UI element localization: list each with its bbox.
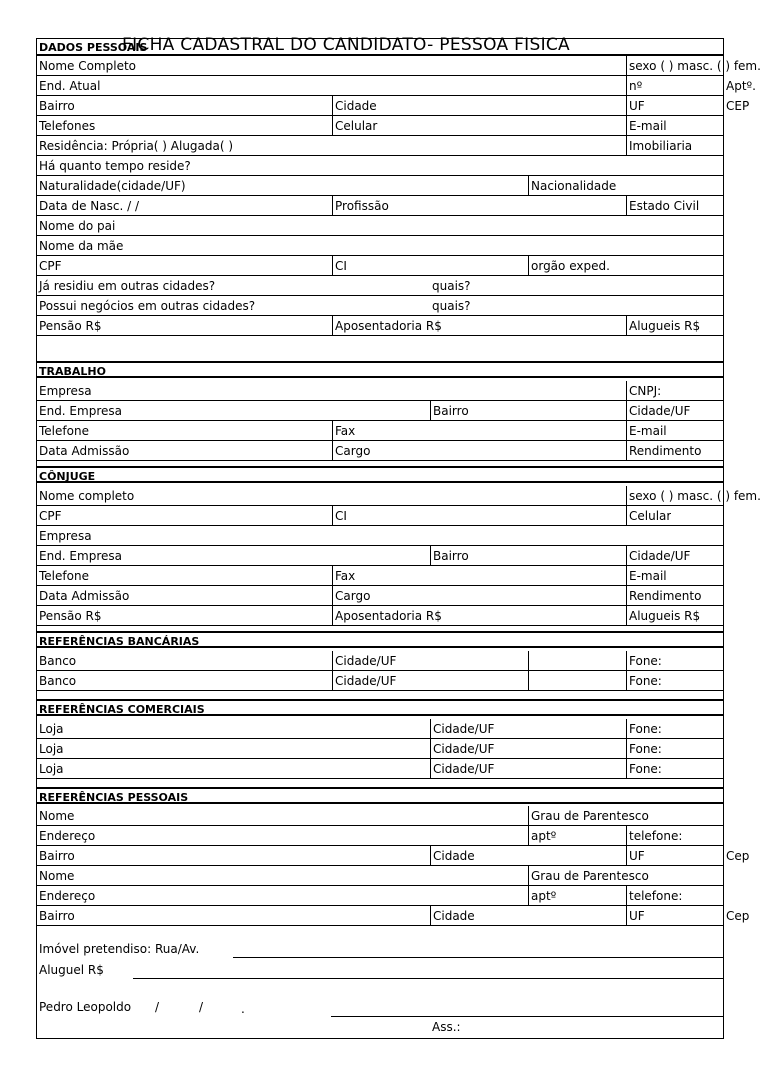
- form-row: [37, 739, 723, 759]
- form-row: [37, 806, 723, 826]
- field-label: Endereço: [39, 889, 96, 903]
- form-title: FICHA CADASTRAL DO CANDIDATO- PESSOA FISICA: [122, 35, 570, 55]
- field-label: Cidade: [433, 909, 475, 923]
- conjuge-data-admissao-field[interactable]: [37, 586, 332, 605]
- cep-field[interactable]: [723, 96, 749, 115]
- field-label: CI: [335, 259, 347, 273]
- field-label: Empresa: [39, 384, 92, 398]
- ref-endereco-field[interactable]: [37, 826, 528, 845]
- conjuge-telefone-field[interactable]: [37, 566, 332, 585]
- field-label: CPF: [39, 259, 62, 273]
- field-label: E-mail: [629, 569, 667, 583]
- date-slash: /: [199, 1000, 204, 1014]
- field-label: Alugueis R$: [629, 319, 701, 333]
- field-label: Cidade/UF: [629, 404, 691, 418]
- conjuge-cpf-field[interactable]: [37, 506, 332, 525]
- form-row: [37, 276, 723, 296]
- section-heading: CÔNJUGE: [39, 470, 96, 483]
- field-label: E-mail: [629, 119, 667, 133]
- quais-field[interactable]: [430, 276, 471, 295]
- field-label: E-mail: [629, 424, 667, 438]
- email-field[interactable]: [626, 421, 667, 440]
- form-row: [37, 759, 723, 779]
- section-ref-comerciais: [37, 699, 723, 716]
- naturalidade-field[interactable]: [37, 176, 528, 195]
- form-row: [37, 566, 723, 586]
- field-label: Nome Completo: [39, 59, 136, 73]
- bairro-field[interactable]: [430, 401, 626, 420]
- form-row: [37, 76, 756, 96]
- field-label: Nome completo: [39, 489, 135, 503]
- quais-field[interactable]: [430, 296, 471, 315]
- nacionalidade-field[interactable]: [528, 176, 616, 195]
- data-nasc-field[interactable]: [37, 196, 332, 215]
- celular-field[interactable]: [332, 116, 626, 135]
- form-row: [37, 441, 723, 461]
- ref-bairro-field[interactable]: [37, 906, 430, 925]
- form-row: [37, 651, 723, 671]
- date-slash: /: [155, 1000, 160, 1014]
- form-row: [37, 136, 723, 156]
- banco-field[interactable]: [37, 651, 332, 670]
- conjuge-sexo-field[interactable]: [626, 486, 761, 505]
- field-label: CNPJ:: [629, 384, 662, 398]
- field-label: Endereço: [39, 829, 96, 843]
- field-label: Data de Nasc. / /: [39, 199, 139, 213]
- cidade-uf-field[interactable]: [626, 401, 690, 420]
- uf-field[interactable]: [626, 96, 723, 115]
- fax-field[interactable]: [332, 421, 626, 440]
- loja-fone-field[interactable]: [626, 759, 662, 778]
- conjuge-nome-field[interactable]: [37, 486, 626, 505]
- signature-line[interactable]: [331, 1016, 723, 1017]
- section-heading: REFERÊNCIAS BANCÁRIAS: [39, 635, 200, 648]
- field-label: Fax: [335, 424, 356, 438]
- field-label: Nacionalidade: [531, 179, 617, 193]
- aposentadoria-field[interactable]: [332, 316, 626, 335]
- field-label: Cidade/UF: [335, 674, 397, 688]
- conjuge-aposentadoria-field[interactable]: [332, 606, 626, 625]
- field-label: Nome: [39, 869, 75, 883]
- field-label: Aposentadoria R$: [335, 319, 442, 333]
- form-row: [37, 586, 723, 606]
- field-label: Alugueis R$: [629, 609, 701, 623]
- section-heading: DADOS PESSOAIS: [39, 41, 148, 54]
- field-label: Fone:: [629, 722, 662, 736]
- numero-field[interactable]: [626, 76, 723, 95]
- field-label: Cidade/UF: [433, 762, 495, 776]
- imovel-label: Imóvel pretendiso: Rua/Av.: [39, 942, 200, 956]
- cnpj-field[interactable]: [626, 381, 661, 400]
- field-label: Bairro: [39, 99, 75, 113]
- form-row: [37, 671, 723, 691]
- banco-extra-field[interactable]: [528, 651, 626, 670]
- field-label: Cep: [726, 909, 750, 923]
- alugueis-field[interactable]: [626, 316, 700, 335]
- field-label: UF: [629, 99, 645, 113]
- conjuge-bairro-field[interactable]: [430, 546, 626, 565]
- form-row: [37, 176, 723, 196]
- telefone-field[interactable]: [37, 421, 332, 440]
- field-label: End. Empresa: [39, 404, 122, 418]
- cpf-field[interactable]: [37, 256, 332, 275]
- conjuge-end-empresa-field[interactable]: [37, 546, 430, 565]
- field-label: quais?: [432, 279, 471, 293]
- field-label: telefone:: [629, 889, 683, 903]
- date-dot: .: [241, 1002, 245, 1016]
- loja-cidade-uf-field[interactable]: [430, 739, 626, 758]
- field-label: aptº: [531, 889, 557, 903]
- conjuge-fax-field[interactable]: [332, 566, 626, 585]
- loja-fone-field[interactable]: [626, 739, 662, 758]
- section-heading: TRABALHO: [39, 365, 106, 378]
- field-label: Bairro: [433, 549, 469, 563]
- conjuge-pensao-field[interactable]: [37, 606, 332, 625]
- field-label: CPF: [39, 509, 62, 523]
- ref-uf-field[interactable]: [626, 906, 723, 925]
- form-row: [37, 906, 750, 926]
- ref-nome-field[interactable]: [37, 866, 528, 885]
- cargo-field[interactable]: [332, 441, 626, 460]
- form-row: [37, 546, 723, 566]
- field-label: Rendimento: [629, 444, 702, 458]
- ref-uf-field[interactable]: [626, 846, 723, 865]
- field-label: Fone:: [629, 674, 662, 688]
- ref-telefone-field[interactable]: [626, 886, 682, 905]
- form-row: [37, 606, 723, 626]
- field-label: End. Atual: [39, 79, 101, 93]
- field-label: telefone:: [629, 829, 683, 843]
- nome-pai-field[interactable]: [37, 216, 115, 235]
- field-label: Empresa: [39, 529, 92, 543]
- field-label: sexo ( ) masc. ( ) fem.: [629, 59, 761, 73]
- conjuge-cargo-field[interactable]: [332, 586, 626, 605]
- field-label: Aptº.: [726, 79, 756, 93]
- aluguel-line[interactable]: [133, 978, 723, 979]
- form-row: [37, 116, 723, 136]
- field-label: Cep: [726, 849, 750, 863]
- section-trabalho: [37, 361, 723, 378]
- field-label: Residência: Própria( ) Alugada( ): [39, 139, 234, 153]
- aluguel-label: Aluguel R$: [39, 963, 104, 977]
- ref-endereco-field[interactable]: [37, 886, 528, 905]
- field-label: Há quanto tempo reside?: [39, 159, 191, 173]
- field-label: Cidade/UF: [433, 722, 495, 736]
- field-label: UF: [629, 849, 645, 863]
- form-row: [37, 156, 723, 176]
- ref-bairro-field[interactable]: [37, 846, 430, 865]
- telefones-field[interactable]: [37, 116, 332, 135]
- field-label: Cidade: [433, 849, 475, 863]
- section-ref-bancarias: [37, 631, 723, 648]
- form-row: [37, 236, 723, 256]
- sexo-field[interactable]: [626, 56, 761, 75]
- rendimento-field[interactable]: [626, 441, 701, 460]
- field-label: Profissão: [335, 199, 389, 213]
- field-label: Fone:: [629, 654, 662, 668]
- field-label: Possui negócios em outras cidades?: [39, 299, 256, 313]
- form-row: [37, 846, 750, 866]
- field-label: Loja: [39, 762, 64, 776]
- ref-apto-field[interactable]: [528, 826, 626, 845]
- form-row: [37, 216, 723, 236]
- ref-cep-field[interactable]: [723, 906, 749, 925]
- form-row: [37, 719, 723, 739]
- section-ref-pessoais: [37, 787, 723, 804]
- field-label: UF: [629, 909, 645, 923]
- form-row: [37, 401, 723, 421]
- field-label: CEP: [726, 99, 750, 113]
- loja-field[interactable]: [37, 759, 430, 778]
- form-row: [37, 296, 723, 316]
- ref-cidade-field[interactable]: [430, 906, 626, 925]
- banco-cidade-uf-field[interactable]: [332, 651, 528, 670]
- field-label: CI: [335, 509, 347, 523]
- field-label: Celular: [335, 119, 378, 133]
- field-label: Nome: [39, 809, 75, 823]
- field-label: Já residiu em outras cidades?: [39, 279, 216, 293]
- loja-field[interactable]: [37, 739, 430, 758]
- email-field[interactable]: [626, 116, 667, 135]
- banco-extra-field[interactable]: [528, 671, 626, 690]
- field-label: Data Admissão: [39, 444, 130, 458]
- form-row: [37, 381, 723, 401]
- form-row: [37, 96, 750, 116]
- field-label: Cidade: [335, 99, 377, 113]
- form-row: [37, 486, 761, 506]
- form-row: [37, 421, 723, 441]
- field-label: Pensão R$: [39, 609, 102, 623]
- nome-mae-field[interactable]: [37, 236, 123, 255]
- field-label: Bairro: [39, 849, 75, 863]
- form-row: [37, 56, 761, 76]
- conjuge-alugueis-field[interactable]: [626, 606, 700, 625]
- field-label: Telefone: [39, 424, 89, 438]
- field-label: Telefone: [39, 569, 89, 583]
- form-row: [37, 826, 723, 846]
- imobiliaria-field[interactable]: [626, 136, 692, 155]
- field-label: nº: [629, 79, 643, 93]
- grau-parentesco-field[interactable]: [528, 806, 649, 825]
- field-label: Cidade/UF: [335, 654, 397, 668]
- field-label: orgão exped.: [531, 259, 610, 273]
- conjuge-celular-field[interactable]: [626, 506, 671, 525]
- field-label: Cidade/UF: [629, 549, 691, 563]
- residencia-field[interactable]: [37, 136, 626, 155]
- ass-label: Ass.:: [432, 1020, 461, 1034]
- conjuge-cidade-uf-field[interactable]: [626, 546, 690, 565]
- banco-fone-field[interactable]: [626, 671, 662, 690]
- field-label: Fone:: [629, 742, 662, 756]
- field-label: Nome da mãe: [39, 239, 124, 253]
- imovel-line[interactable]: [233, 957, 723, 958]
- end-empresa-field[interactable]: [37, 401, 430, 420]
- field-label: Bairro: [39, 909, 75, 923]
- registration-form: [36, 38, 761, 1039]
- form-row: [37, 316, 723, 336]
- field-label: Imobiliaria: [629, 139, 693, 153]
- residiu-outras-field[interactable]: [37, 276, 430, 295]
- section-heading: REFERÊNCIAS PESSOAIS: [39, 791, 189, 804]
- conjuge-rendimento-field[interactable]: [626, 586, 701, 605]
- profissao-field[interactable]: [332, 196, 626, 215]
- orgao-exped-field[interactable]: [528, 256, 610, 275]
- empresa-field[interactable]: [37, 381, 626, 400]
- apto-field[interactable]: [723, 76, 756, 95]
- field-label: Nome do pai: [39, 219, 116, 233]
- field-label: Loja: [39, 742, 64, 756]
- field-label: Cargo: [335, 444, 371, 458]
- ref-nome-field[interactable]: [37, 806, 528, 825]
- negocios-outras-field[interactable]: [37, 296, 430, 315]
- cidade-assinatura: Pedro Leopoldo: [39, 1000, 132, 1014]
- conjuge-ci-field[interactable]: [332, 506, 626, 525]
- form-row: [37, 196, 723, 216]
- field-label: Cargo: [335, 589, 371, 603]
- ref-telefone-field[interactable]: [626, 826, 682, 845]
- field-label: Naturalidade(cidade/UF): [39, 179, 186, 193]
- data-admissao-field[interactable]: [37, 441, 332, 460]
- field-label: quais?: [432, 299, 471, 313]
- field-label: Fone:: [629, 762, 662, 776]
- loja-field[interactable]: [37, 719, 430, 738]
- tempo-reside-field[interactable]: [37, 156, 191, 175]
- field-label: Bairro: [433, 404, 469, 418]
- conjuge-empresa-field[interactable]: [37, 526, 92, 545]
- form-row: [37, 866, 723, 886]
- form-row: [37, 506, 723, 526]
- field-label: Rendimento: [629, 589, 702, 603]
- loja-cidade-uf-field[interactable]: [430, 719, 626, 738]
- section-dados-pessoais: [37, 39, 723, 56]
- field-label: Data Admissão: [39, 589, 130, 603]
- banco-field[interactable]: [37, 671, 332, 690]
- field-label: Pensão R$: [39, 319, 102, 333]
- field-label: Grau de Parentesco: [531, 809, 649, 823]
- field-label: Grau de Parentesco: [531, 869, 649, 883]
- loja-cidade-uf-field[interactable]: [430, 759, 626, 778]
- section-heading: REFERÊNCIAS COMERCIAIS: [39, 703, 205, 716]
- field-label: Cidade/UF: [433, 742, 495, 756]
- bairro-field[interactable]: [37, 96, 332, 115]
- field-label: Aposentadoria R$: [335, 609, 442, 623]
- form-row: [37, 526, 723, 546]
- form-row: [37, 256, 723, 276]
- field-label: Loja: [39, 722, 64, 736]
- ci-field[interactable]: [332, 256, 528, 275]
- field-label: Telefones: [39, 119, 96, 133]
- ref-cidade-field[interactable]: [430, 846, 626, 865]
- field-label: End. Empresa: [39, 549, 122, 563]
- ref-cep-field[interactable]: [723, 846, 749, 865]
- grau-parentesco-field[interactable]: [528, 866, 649, 885]
- form-row: [37, 886, 723, 906]
- banco-cidade-uf-field[interactable]: [332, 671, 528, 690]
- cidade-field[interactable]: [332, 96, 626, 115]
- field-label: Fax: [335, 569, 356, 583]
- ref-apto-field[interactable]: [528, 886, 626, 905]
- field-label: Banco: [39, 654, 77, 668]
- section-conjuge: [37, 466, 723, 483]
- estado-civil-field[interactable]: [626, 196, 699, 215]
- nome-completo-field[interactable]: [37, 56, 626, 75]
- field-label: Banco: [39, 674, 77, 688]
- banco-fone-field[interactable]: [626, 651, 662, 670]
- field-label: sexo ( ) masc. ( ) fem.: [629, 489, 761, 503]
- pensao-field[interactable]: [37, 316, 332, 335]
- end-atual-field[interactable]: [37, 76, 626, 95]
- field-label: Estado Civil: [629, 199, 700, 213]
- conjuge-email-field[interactable]: [626, 566, 667, 585]
- loja-fone-field[interactable]: [626, 719, 662, 738]
- field-label: Celular: [629, 509, 672, 523]
- field-label: aptº: [531, 829, 557, 843]
